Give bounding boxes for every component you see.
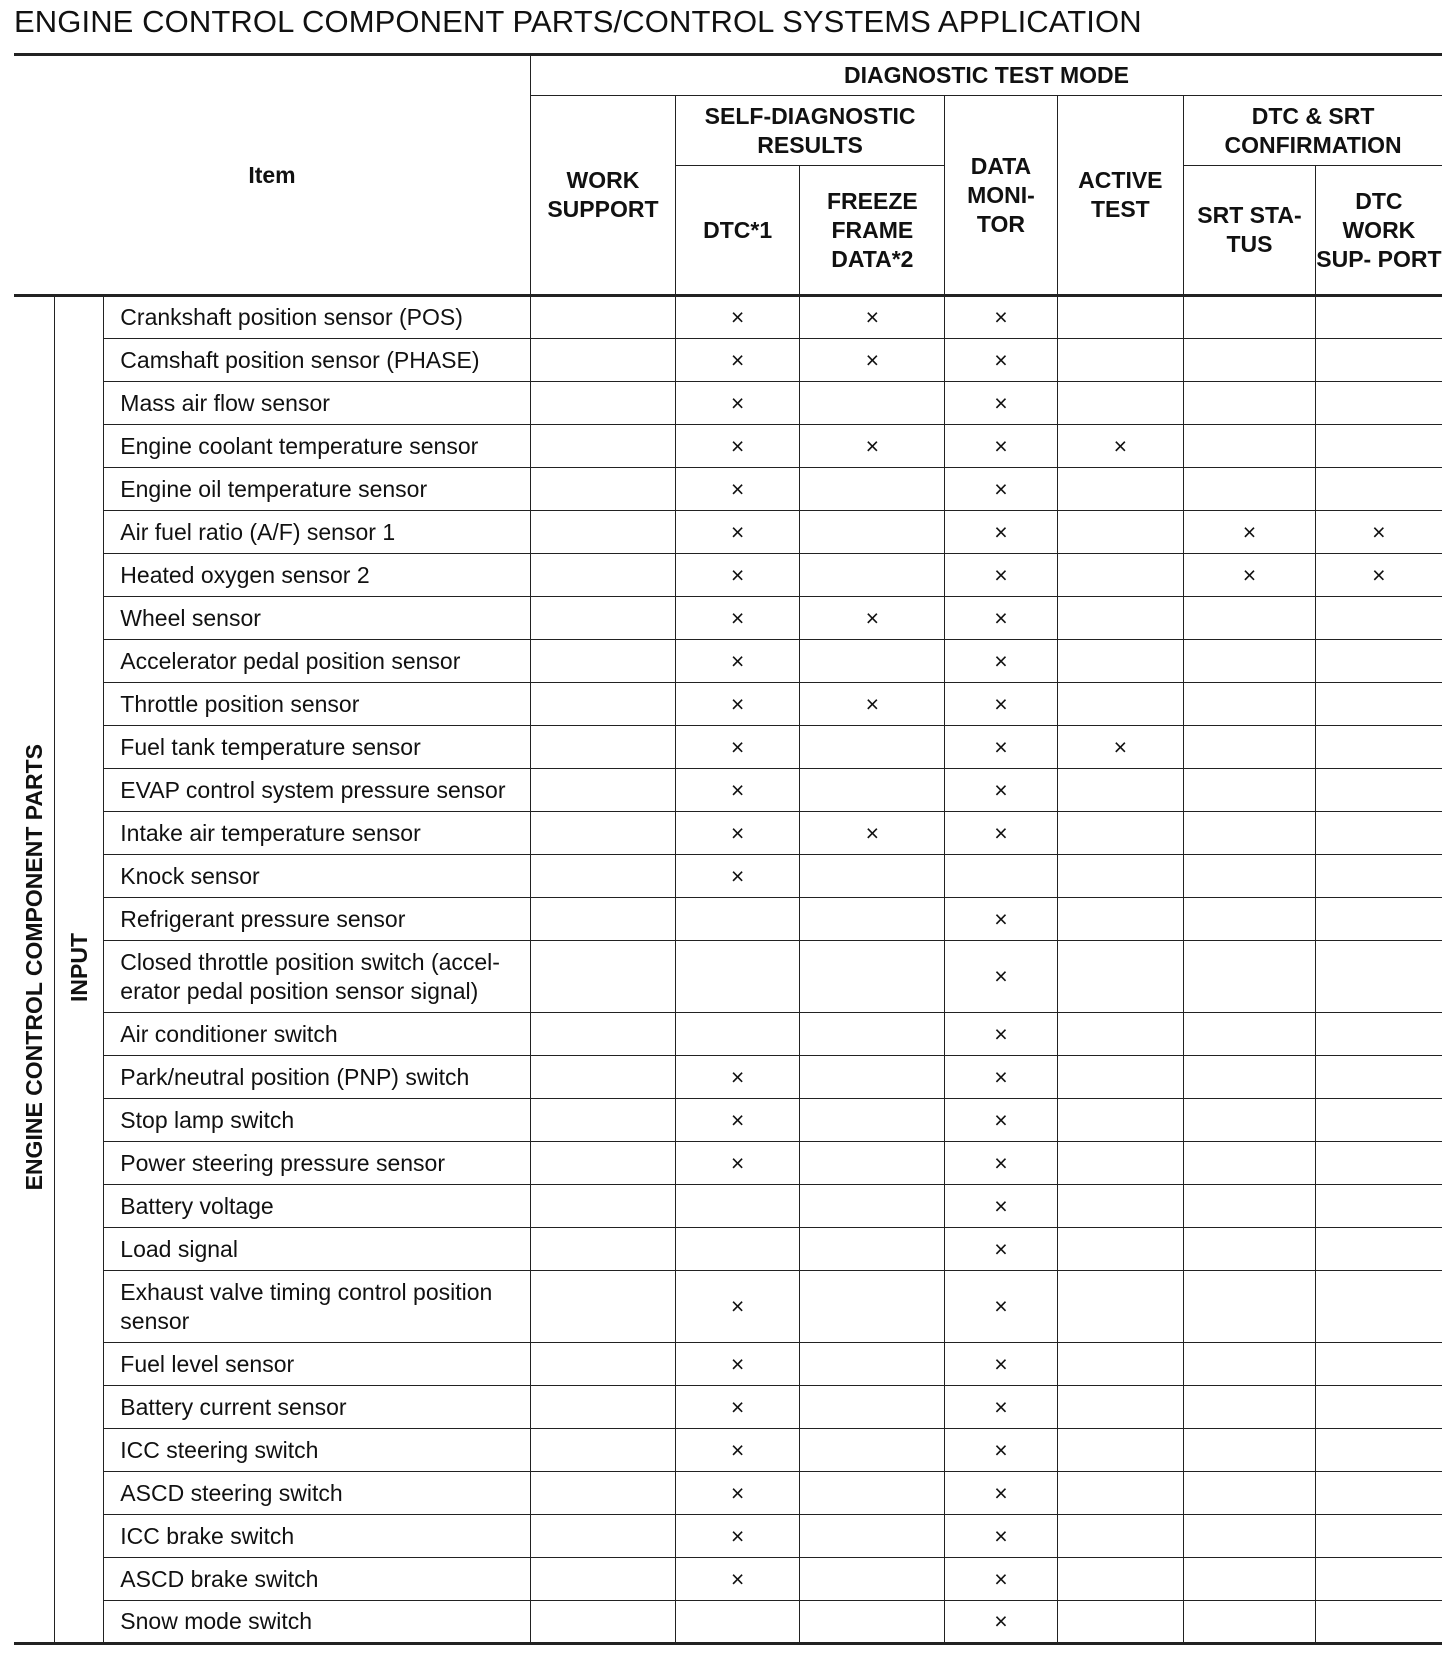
mark-cell — [1184, 382, 1316, 425]
mark-cell — [1057, 1601, 1184, 1644]
item-name: ICC brake switch — [104, 1515, 531, 1558]
mark-cell: × — [945, 726, 1057, 769]
mark-cell: × — [675, 597, 800, 640]
mark-cell — [1315, 339, 1442, 382]
table-row — [14, 1142, 1442, 1185]
mark-cell — [1057, 382, 1184, 425]
mark-cell — [530, 1271, 675, 1343]
mark-cell: × — [1184, 511, 1316, 554]
mark-cell: × — [675, 468, 800, 511]
mark-cell — [530, 1515, 675, 1558]
mark-cell — [1184, 812, 1316, 855]
table-row — [14, 425, 1442, 468]
mark-cell — [1184, 1185, 1316, 1228]
dtc-work-support-header: DTC WORK SUP- PORT — [1315, 166, 1442, 296]
mark-cell: × — [675, 339, 800, 382]
mark-cell: × — [675, 1515, 800, 1558]
mark-cell — [800, 1515, 945, 1558]
mark-cell — [945, 855, 1057, 898]
mark-cell: × — [675, 554, 800, 597]
mark-cell — [1184, 1142, 1316, 1185]
table-row — [14, 1185, 1442, 1228]
mark-cell — [800, 1056, 945, 1099]
item-name: Battery current sensor — [104, 1386, 531, 1429]
mark-cell: × — [1057, 726, 1184, 769]
srt-status-header: SRT STA- TUS — [1184, 166, 1316, 296]
mark-cell: × — [800, 425, 945, 468]
table-row — [14, 1343, 1442, 1386]
mark-cell — [1184, 1601, 1316, 1644]
table-row — [14, 1601, 1442, 1644]
table-row — [14, 1558, 1442, 1601]
mark-cell — [1184, 1472, 1316, 1515]
mark-cell — [1057, 1142, 1184, 1185]
mark-cell — [1057, 1013, 1184, 1056]
mark-cell — [530, 769, 675, 812]
mark-cell — [800, 898, 945, 941]
subgroup-label: INPUT — [65, 932, 92, 1002]
mark-cell — [1184, 296, 1316, 339]
item-name: Closed throttle position switch (accel- erator pedal position sensor signal) — [104, 941, 531, 1013]
mark-cell: × — [945, 1601, 1057, 1644]
mark-cell: × — [1315, 554, 1442, 597]
table-row — [14, 855, 1442, 898]
mark-cell — [800, 941, 945, 1013]
item-name: Engine oil temperature sensor — [104, 468, 531, 511]
mark-cell: × — [800, 339, 945, 382]
mark-cell — [530, 597, 675, 640]
mark-cell — [800, 855, 945, 898]
mark-cell — [1057, 898, 1184, 941]
freeze-frame-header: FREEZE FRAME DATA*2 — [800, 166, 945, 296]
mark-cell: × — [945, 511, 1057, 554]
mark-cell — [1057, 1271, 1184, 1343]
item-name: Throttle position sensor — [104, 683, 531, 726]
table-row — [14, 296, 1442, 339]
mark-cell — [1057, 1558, 1184, 1601]
item-name: Load signal — [104, 1228, 531, 1271]
table-row — [14, 511, 1442, 554]
item-name: Exhaust valve timing control position sensor — [104, 1271, 531, 1343]
mark-cell — [1315, 1472, 1442, 1515]
mark-cell — [1184, 1013, 1316, 1056]
mark-cell — [800, 1343, 945, 1386]
item-name: Heated oxygen sensor 2 — [104, 554, 531, 597]
mark-cell — [1057, 1472, 1184, 1515]
mark-cell — [1184, 1386, 1316, 1429]
mark-cell — [800, 1472, 945, 1515]
mark-cell: × — [675, 382, 800, 425]
item-name: ICC steering switch — [104, 1429, 531, 1472]
mark-cell — [1315, 1185, 1442, 1228]
mark-cell — [1315, 296, 1442, 339]
mark-cell — [1184, 683, 1316, 726]
mark-cell: × — [675, 769, 800, 812]
table-row — [14, 726, 1442, 769]
mark-cell: × — [945, 1099, 1057, 1142]
mark-cell — [1315, 1343, 1442, 1386]
mark-cell: × — [945, 1185, 1057, 1228]
mark-cell — [1315, 855, 1442, 898]
mark-cell: × — [945, 1343, 1057, 1386]
item-name: Park/neutral position (PNP) switch — [104, 1056, 531, 1099]
item-name: ASCD brake switch — [104, 1558, 531, 1601]
mark-cell: × — [800, 683, 945, 726]
table-row — [14, 382, 1442, 425]
mark-cell: × — [945, 812, 1057, 855]
mark-cell — [1057, 941, 1184, 1013]
mark-cell — [1184, 726, 1316, 769]
mark-cell — [800, 1185, 945, 1228]
mark-cell — [1184, 468, 1316, 511]
mark-cell — [530, 726, 675, 769]
mark-cell — [1057, 1056, 1184, 1099]
mark-cell — [530, 1472, 675, 1515]
mark-cell — [1315, 1013, 1442, 1056]
mark-cell: × — [945, 1386, 1057, 1429]
diagnostic-test-mode-header: DIAGNOSTIC TEST MODE — [530, 55, 1442, 96]
self-diagnostic-results-header: SELF-DIAGNOSTIC RESULTS — [675, 96, 944, 166]
group-label-cell — [14, 296, 55, 1644]
mark-cell — [1184, 1558, 1316, 1601]
mark-cell — [1184, 941, 1316, 1013]
group-label: ENGINE CONTROL COMPONENT PARTS — [20, 743, 47, 1191]
mark-cell — [675, 1228, 800, 1271]
mark-cell — [1315, 898, 1442, 941]
item-name: Refrigerant pressure sensor — [104, 898, 531, 941]
mark-cell: × — [945, 425, 1057, 468]
table-row — [14, 640, 1442, 683]
mark-cell — [1057, 1099, 1184, 1142]
mark-cell — [1315, 1228, 1442, 1271]
mark-cell — [530, 382, 675, 425]
mark-cell: × — [945, 1558, 1057, 1601]
mark-cell — [675, 898, 800, 941]
mark-cell — [1315, 1271, 1442, 1343]
item-name: Power steering pressure sensor — [104, 1142, 531, 1185]
mark-cell — [1315, 1515, 1442, 1558]
table-row — [14, 597, 1442, 640]
table-row — [14, 1271, 1442, 1343]
mark-cell — [800, 1142, 945, 1185]
mark-cell: × — [945, 554, 1057, 597]
work-support-header: WORK SUPPORT — [530, 96, 675, 296]
item-header: Item — [14, 55, 530, 296]
table-row — [14, 1386, 1442, 1429]
mark-cell — [1184, 1343, 1316, 1386]
mark-cell — [1315, 382, 1442, 425]
table-row — [14, 769, 1442, 812]
table-body — [14, 296, 1442, 1644]
mark-cell — [1184, 425, 1316, 468]
table-row — [14, 1056, 1442, 1099]
mark-cell — [1057, 339, 1184, 382]
mark-cell — [1184, 855, 1316, 898]
mark-cell — [1057, 1343, 1184, 1386]
mark-cell: × — [945, 1228, 1057, 1271]
item-name: Snow mode switch — [104, 1601, 531, 1644]
mark-cell — [530, 941, 675, 1013]
mark-cell — [1315, 1386, 1442, 1429]
mark-cell — [1057, 1386, 1184, 1429]
mark-cell — [1057, 855, 1184, 898]
mark-cell: × — [675, 726, 800, 769]
mark-cell — [800, 1099, 945, 1142]
mark-cell — [800, 1013, 945, 1056]
mark-cell: × — [945, 1056, 1057, 1099]
mark-cell — [530, 511, 675, 554]
mark-cell — [1184, 898, 1316, 941]
table-row — [14, 1429, 1442, 1472]
mark-cell — [675, 1601, 800, 1644]
mark-cell: × — [945, 1515, 1057, 1558]
mark-cell — [530, 898, 675, 941]
item-name: Air conditioner switch — [104, 1013, 531, 1056]
item-name: EVAP control system pressure sensor — [104, 769, 531, 812]
mark-cell — [1057, 554, 1184, 597]
mark-cell — [530, 1601, 675, 1644]
mark-cell — [1315, 683, 1442, 726]
mark-cell — [1057, 468, 1184, 511]
mark-cell — [1057, 812, 1184, 855]
table-row — [14, 898, 1442, 941]
mark-cell — [1315, 425, 1442, 468]
item-name: Battery voltage — [104, 1185, 531, 1228]
active-test-header: ACTIVE TEST — [1057, 96, 1184, 296]
dtc-srt-confirmation-header: DTC & SRT CONFIRMATION — [1184, 96, 1442, 166]
mark-cell — [800, 382, 945, 425]
item-name: Crankshaft position sensor (POS) — [104, 296, 531, 339]
mark-cell: × — [675, 1429, 800, 1472]
mark-cell: × — [1057, 425, 1184, 468]
mark-cell — [1057, 597, 1184, 640]
mark-cell — [1184, 1228, 1316, 1271]
dtc1-header: DTC*1 — [675, 166, 800, 296]
mark-cell — [530, 1013, 675, 1056]
mark-cell: × — [945, 1013, 1057, 1056]
item-name: Air fuel ratio (A/F) sensor 1 — [104, 511, 531, 554]
mark-cell — [1184, 640, 1316, 683]
table-row — [14, 683, 1442, 726]
mark-cell — [800, 1601, 945, 1644]
item-name: Engine coolant temperature sensor — [104, 425, 531, 468]
mark-cell: × — [800, 597, 945, 640]
mark-cell: × — [675, 855, 800, 898]
mark-cell — [675, 1185, 800, 1228]
mark-cell — [530, 296, 675, 339]
mark-cell — [800, 1228, 945, 1271]
mark-cell — [530, 468, 675, 511]
mark-cell — [530, 554, 675, 597]
mark-cell — [800, 1429, 945, 1472]
mark-cell: × — [945, 468, 1057, 511]
table-row — [14, 1099, 1442, 1142]
item-name: Fuel level sensor — [104, 1343, 531, 1386]
mark-cell — [530, 1228, 675, 1271]
mark-cell — [1057, 769, 1184, 812]
mark-cell — [800, 554, 945, 597]
table-row — [14, 1228, 1442, 1271]
item-name: Knock sensor — [104, 855, 531, 898]
mark-cell: × — [675, 296, 800, 339]
mark-cell — [1184, 1429, 1316, 1472]
mark-cell: × — [675, 1056, 800, 1099]
mark-cell: × — [945, 941, 1057, 1013]
mark-cell — [1315, 812, 1442, 855]
mark-cell — [1315, 640, 1442, 683]
mark-cell: × — [675, 425, 800, 468]
mark-cell — [800, 769, 945, 812]
mark-cell — [1184, 769, 1316, 812]
table-row — [14, 339, 1442, 382]
mark-cell: × — [945, 382, 1057, 425]
table-row — [14, 941, 1442, 1013]
application-table — [14, 53, 1442, 1645]
mark-cell — [1315, 468, 1442, 511]
mark-cell — [530, 1343, 675, 1386]
mark-cell — [1315, 1142, 1442, 1185]
mark-cell — [530, 812, 675, 855]
mark-cell — [800, 511, 945, 554]
mark-cell — [530, 1429, 675, 1472]
mark-cell: × — [945, 898, 1057, 941]
mark-cell — [675, 1013, 800, 1056]
mark-cell: × — [675, 1472, 800, 1515]
subgroup-label-cell — [55, 296, 104, 1644]
mark-cell: × — [1315, 511, 1442, 554]
mark-cell — [1315, 1099, 1442, 1142]
mark-cell — [530, 425, 675, 468]
item-name: Mass air flow sensor — [104, 382, 531, 425]
mark-cell — [530, 1099, 675, 1142]
mark-cell — [1184, 597, 1316, 640]
mark-cell: × — [945, 1429, 1057, 1472]
mark-cell: × — [675, 683, 800, 726]
mark-cell — [1057, 296, 1184, 339]
mark-cell — [530, 1185, 675, 1228]
page-title: ENGINE CONTROL COMPONENT PARTS/CONTROL SYSTEMS APPLICATION — [14, 4, 1142, 39]
mark-cell — [530, 1142, 675, 1185]
mark-cell: × — [800, 812, 945, 855]
mark-cell — [1057, 640, 1184, 683]
table-row — [14, 1515, 1442, 1558]
table-row — [14, 468, 1442, 511]
mark-cell: × — [800, 296, 945, 339]
mark-cell: × — [675, 1343, 800, 1386]
mark-cell: × — [945, 683, 1057, 726]
mark-cell: × — [675, 640, 800, 683]
mark-cell — [530, 1056, 675, 1099]
mark-cell: × — [945, 1142, 1057, 1185]
mark-cell: × — [675, 1386, 800, 1429]
mark-cell — [1184, 1056, 1316, 1099]
mark-cell — [530, 640, 675, 683]
mark-cell — [675, 941, 800, 1013]
mark-cell — [1057, 1515, 1184, 1558]
mark-cell — [1315, 597, 1442, 640]
mark-cell — [1315, 941, 1442, 1013]
mark-cell — [1315, 726, 1442, 769]
table-row — [14, 554, 1442, 597]
mark-cell — [1184, 1099, 1316, 1142]
mark-cell: × — [945, 1271, 1057, 1343]
mark-cell — [1315, 1601, 1442, 1644]
mark-cell: × — [945, 296, 1057, 339]
mark-cell — [1184, 1515, 1316, 1558]
item-name: Wheel sensor — [104, 597, 531, 640]
mark-cell — [1315, 769, 1442, 812]
data-monitor-header: DATA MONI- TOR — [945, 96, 1057, 296]
mark-cell — [1057, 1185, 1184, 1228]
mark-cell: × — [945, 769, 1057, 812]
mark-cell: × — [675, 1271, 800, 1343]
mark-cell — [530, 1386, 675, 1429]
mark-cell — [1184, 1271, 1316, 1343]
mark-cell: × — [675, 812, 800, 855]
mark-cell — [800, 1386, 945, 1429]
item-name: Stop lamp switch — [104, 1099, 531, 1142]
mark-cell — [530, 1558, 675, 1601]
mark-cell: × — [945, 597, 1057, 640]
mark-cell — [1315, 1056, 1442, 1099]
mark-cell — [1315, 1558, 1442, 1601]
mark-cell — [530, 683, 675, 726]
mark-cell — [800, 726, 945, 769]
table-row — [14, 1472, 1442, 1515]
table-row — [14, 1013, 1442, 1056]
mark-cell — [800, 468, 945, 511]
mark-cell — [1057, 683, 1184, 726]
mark-cell: × — [675, 1099, 800, 1142]
mark-cell — [800, 640, 945, 683]
item-name: Fuel tank temperature sensor — [104, 726, 531, 769]
item-name: Camshaft position sensor (PHASE) — [104, 339, 531, 382]
mark-cell — [800, 1271, 945, 1343]
mark-cell: × — [945, 339, 1057, 382]
mark-cell: × — [675, 1558, 800, 1601]
mark-cell — [1184, 339, 1316, 382]
mark-cell: × — [945, 640, 1057, 683]
mark-cell — [1315, 1429, 1442, 1472]
mark-cell — [530, 855, 675, 898]
mark-cell — [800, 1558, 945, 1601]
mark-cell — [1057, 1228, 1184, 1271]
item-name: ASCD steering switch — [104, 1472, 531, 1515]
mark-cell: × — [1184, 554, 1316, 597]
item-name: Accelerator pedal position sensor — [104, 640, 531, 683]
mark-cell — [530, 339, 675, 382]
item-name: Intake air temperature sensor — [104, 812, 531, 855]
mark-cell — [1057, 1429, 1184, 1472]
mark-cell: × — [675, 511, 800, 554]
mark-cell: × — [675, 1142, 800, 1185]
mark-cell — [1057, 511, 1184, 554]
table-row — [14, 812, 1442, 855]
mark-cell: × — [945, 1472, 1057, 1515]
